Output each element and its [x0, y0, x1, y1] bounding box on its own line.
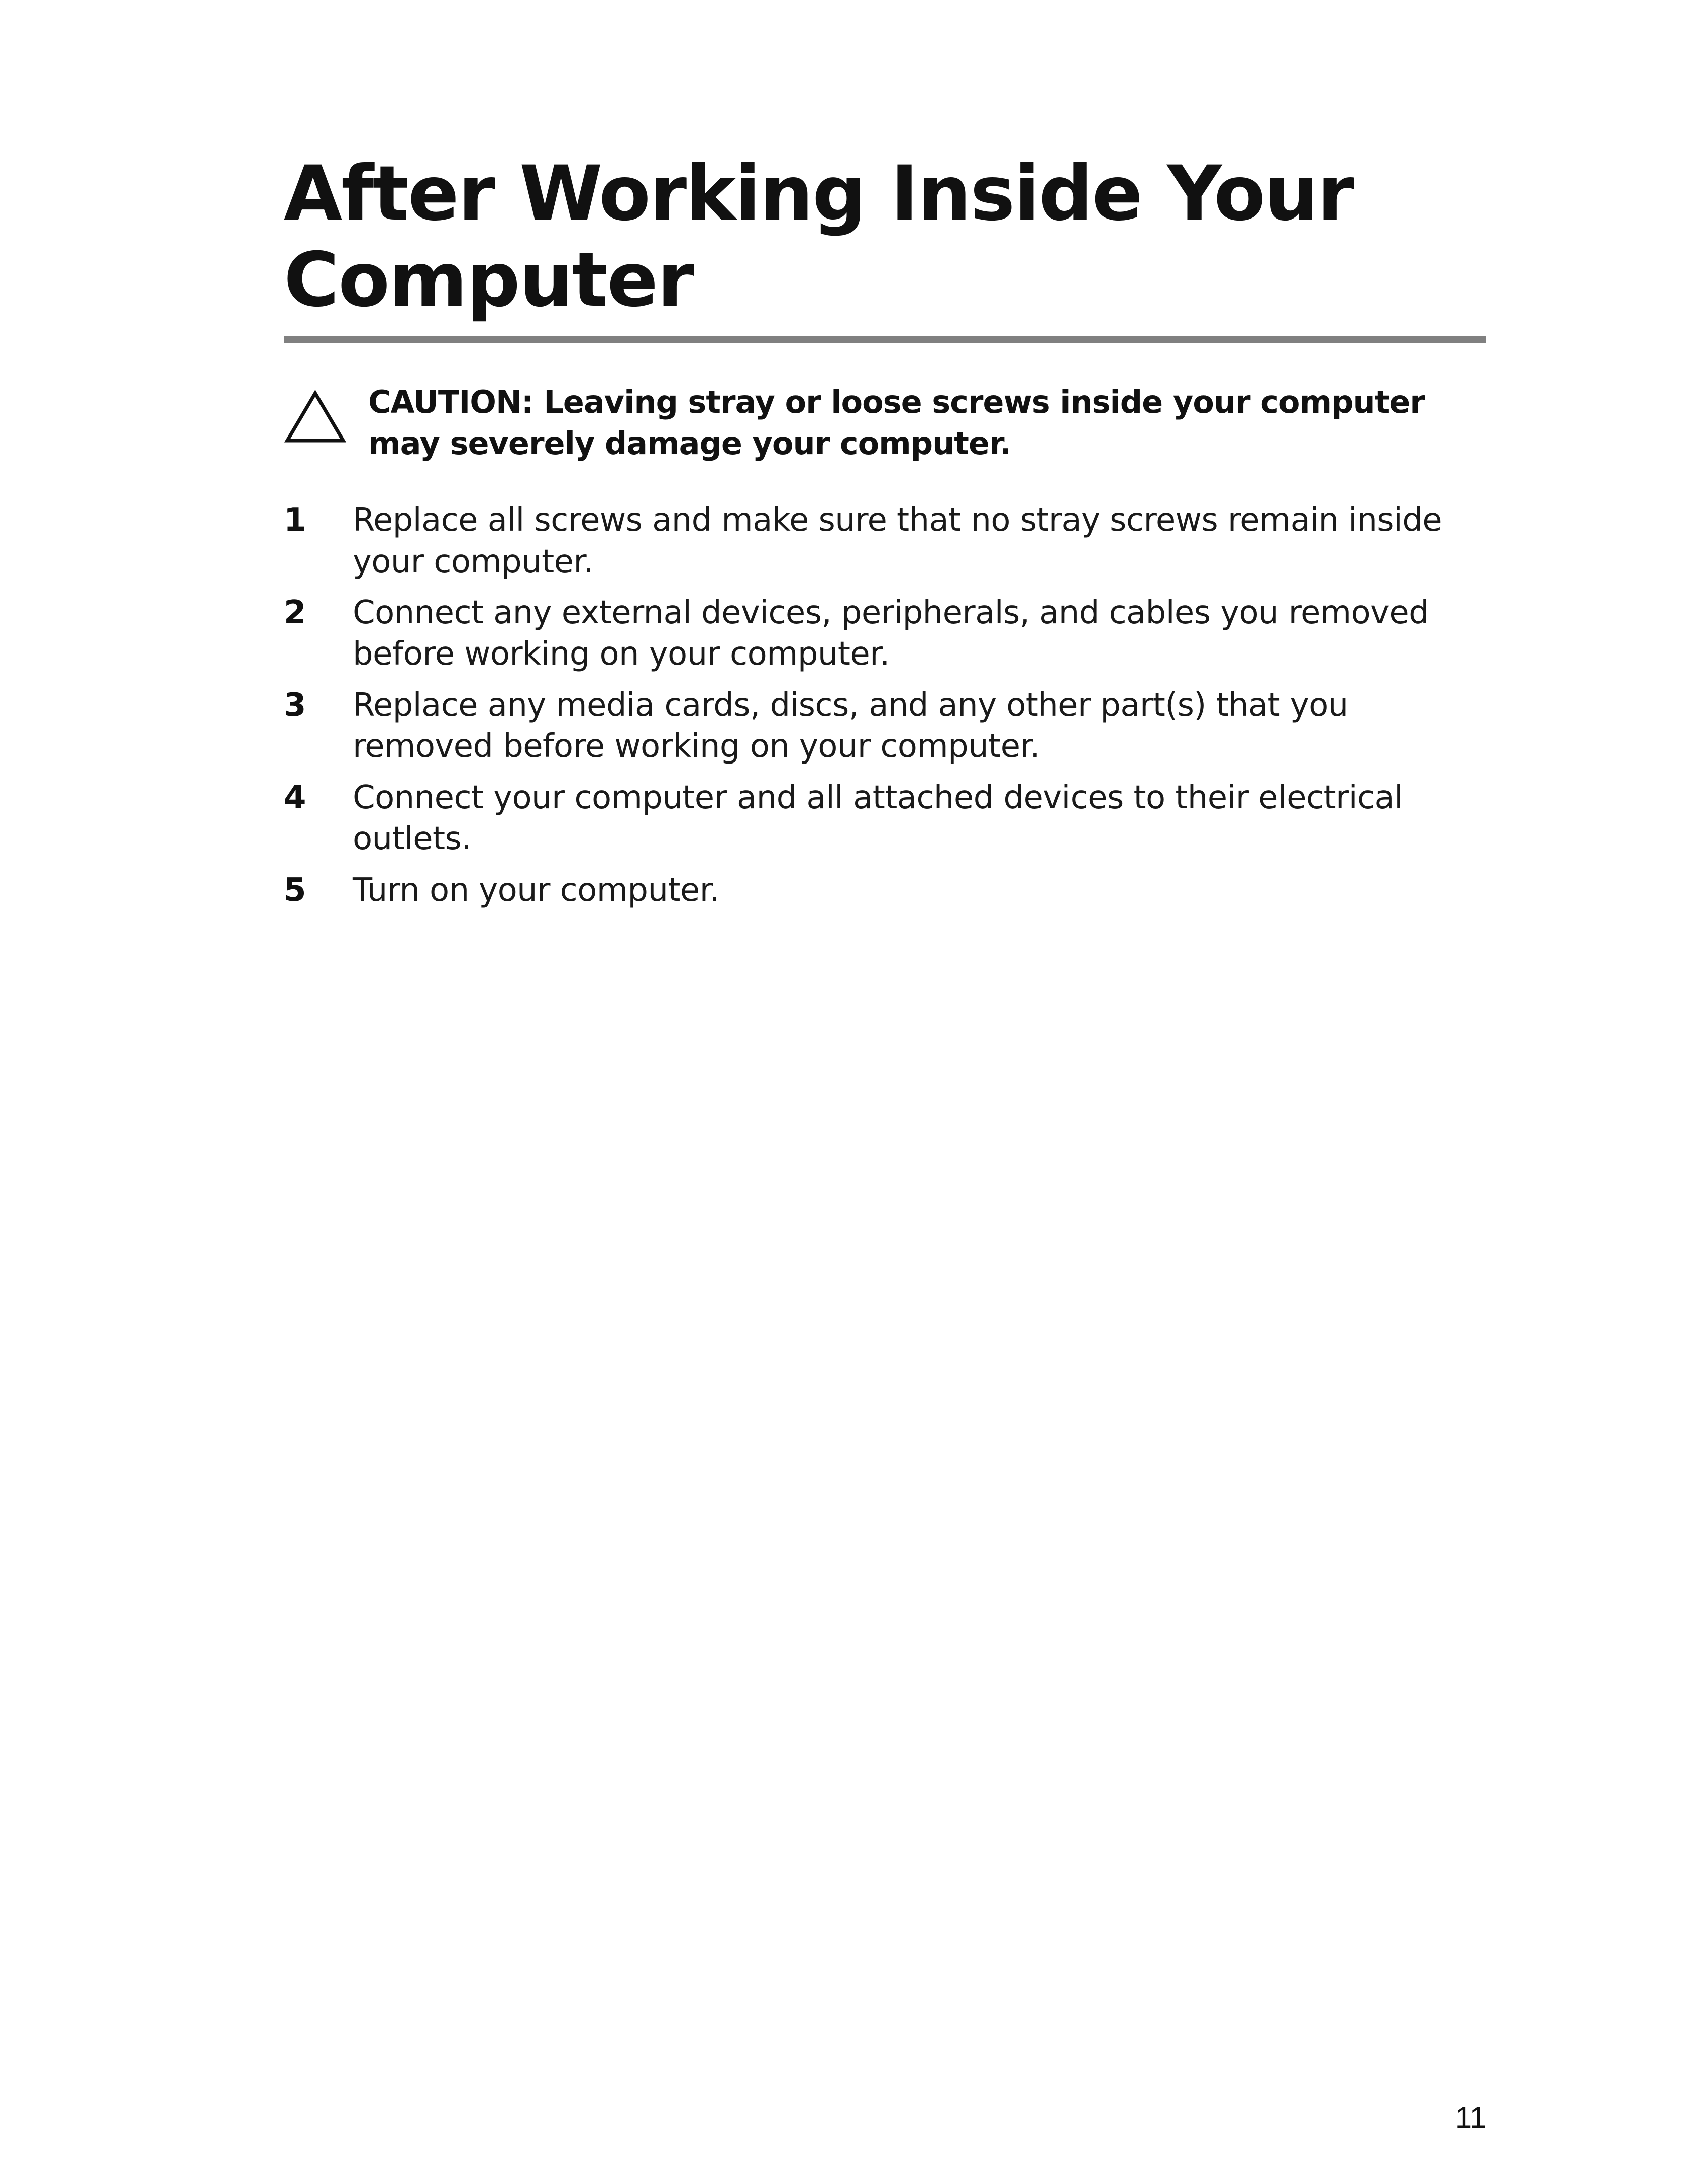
step-item [284, 777, 1486, 859]
step-item [284, 869, 1486, 911]
caution-text: CAUTION: Leaving stray or loose screws inside your computer may severely damage your computer. [368, 384, 1425, 462]
step-number: 3 [284, 687, 306, 724]
step-number: 5 [284, 871, 306, 909]
step-text: Replace any media cards, discs, and any other part(s) that you removed before working on your computer. [353, 687, 1348, 765]
caution-triangle-icon [284, 389, 347, 445]
step-number: 1 [284, 502, 306, 539]
steps-list [284, 500, 1486, 921]
step-item [284, 685, 1486, 767]
step-item [284, 500, 1486, 582]
step-text: Connect your computer and all attached devices to their electrical outlets. [353, 779, 1403, 857]
step-number: 4 [284, 779, 306, 816]
step-item [284, 592, 1486, 675]
step-text: Connect any external devices, peripherals, and cables you removed before working on your computer. [353, 594, 1429, 673]
step-number: 2 [284, 594, 306, 631]
step-text: Turn on your computer. [353, 871, 720, 909]
page-title: After Working Inside Your Computer [284, 150, 1353, 324]
step-text: Replace all screws and make sure that no stray screws remain inside your computer. [353, 502, 1442, 580]
page-number: 11 [1455, 2101, 1486, 2134]
title-divider [284, 336, 1486, 343]
